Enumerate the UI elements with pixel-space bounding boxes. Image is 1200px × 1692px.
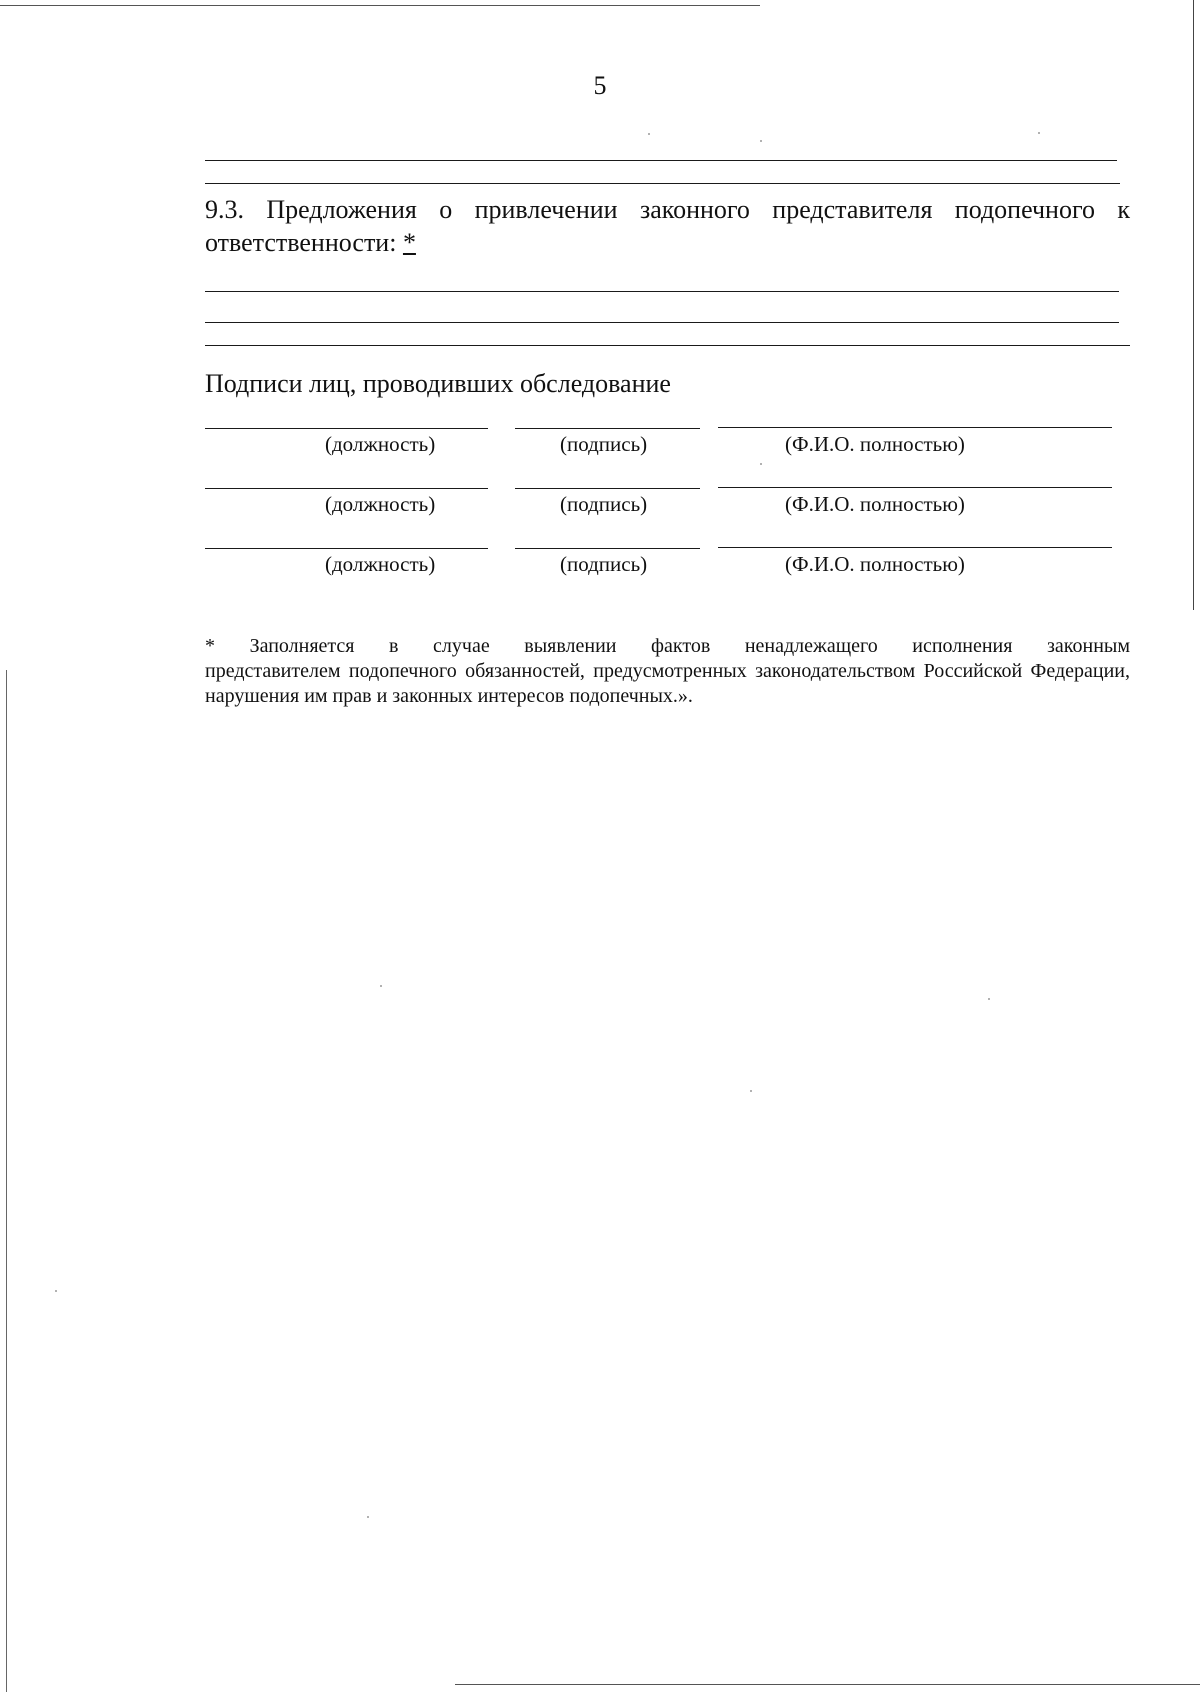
scan-speck (55, 1290, 57, 1292)
scan-speck (367, 1516, 369, 1518)
footnote-line: * Заполняется в случае выявлении фактов ненадлежащего исполнения законным (205, 635, 1130, 657)
fullname-line (718, 427, 1112, 428)
scan-speck (648, 133, 650, 135)
signature-caption: (подпись) (560, 492, 648, 516)
page-number: 5 (593, 71, 607, 100)
fill-line (205, 183, 1120, 184)
position-line (205, 548, 488, 549)
scan-edge-bottom (455, 1684, 1200, 1685)
scan-speck (380, 985, 382, 987)
fill-line (205, 322, 1119, 323)
position-caption: (должность) (325, 432, 436, 456)
position-line (205, 428, 488, 429)
scan-speck (988, 998, 990, 1000)
scan-edge-top (0, 5, 760, 6)
footnote-line: представителем подопечного обязанностей, предусмотренных законодательством Российской Федерации, нарушения им прав и законных интересов подопечных.». (205, 660, 1130, 707)
signatures-heading: Подписи лиц, проводивших обследование (205, 369, 671, 398)
signature-line (515, 548, 700, 549)
position-line (205, 488, 488, 489)
fill-line (205, 291, 1119, 292)
scan-speck (760, 463, 762, 465)
scan-speck (750, 1090, 752, 1092)
fill-line (205, 345, 1130, 346)
signature-line (515, 428, 700, 429)
fullname-caption: (Ф.И.О. полностью) (785, 552, 965, 576)
fullname-line (718, 487, 1112, 488)
signature-caption: (подпись) (560, 432, 648, 456)
scan-edge-left (6, 670, 7, 1692)
scan-speck (1038, 132, 1040, 134)
fill-line (205, 160, 1117, 161)
section-9-3-label: 9.3. Предложения о привлечении законного представителя подопечного к ответственности: (205, 195, 1130, 257)
footnote-marker: * (402, 228, 416, 257)
signature-caption: (подпись) (560, 552, 648, 576)
fullname-caption: (Ф.И.О. полностью) (785, 432, 965, 456)
scan-speck (760, 140, 762, 142)
fullname-caption: (Ф.И.О. полностью) (785, 492, 965, 516)
fullname-line (718, 547, 1112, 548)
section-9-3-text (205, 193, 1130, 259)
position-caption: (должность) (325, 552, 436, 576)
signature-line (515, 488, 700, 489)
footnote (205, 634, 1130, 709)
position-caption: (должность) (325, 492, 436, 516)
